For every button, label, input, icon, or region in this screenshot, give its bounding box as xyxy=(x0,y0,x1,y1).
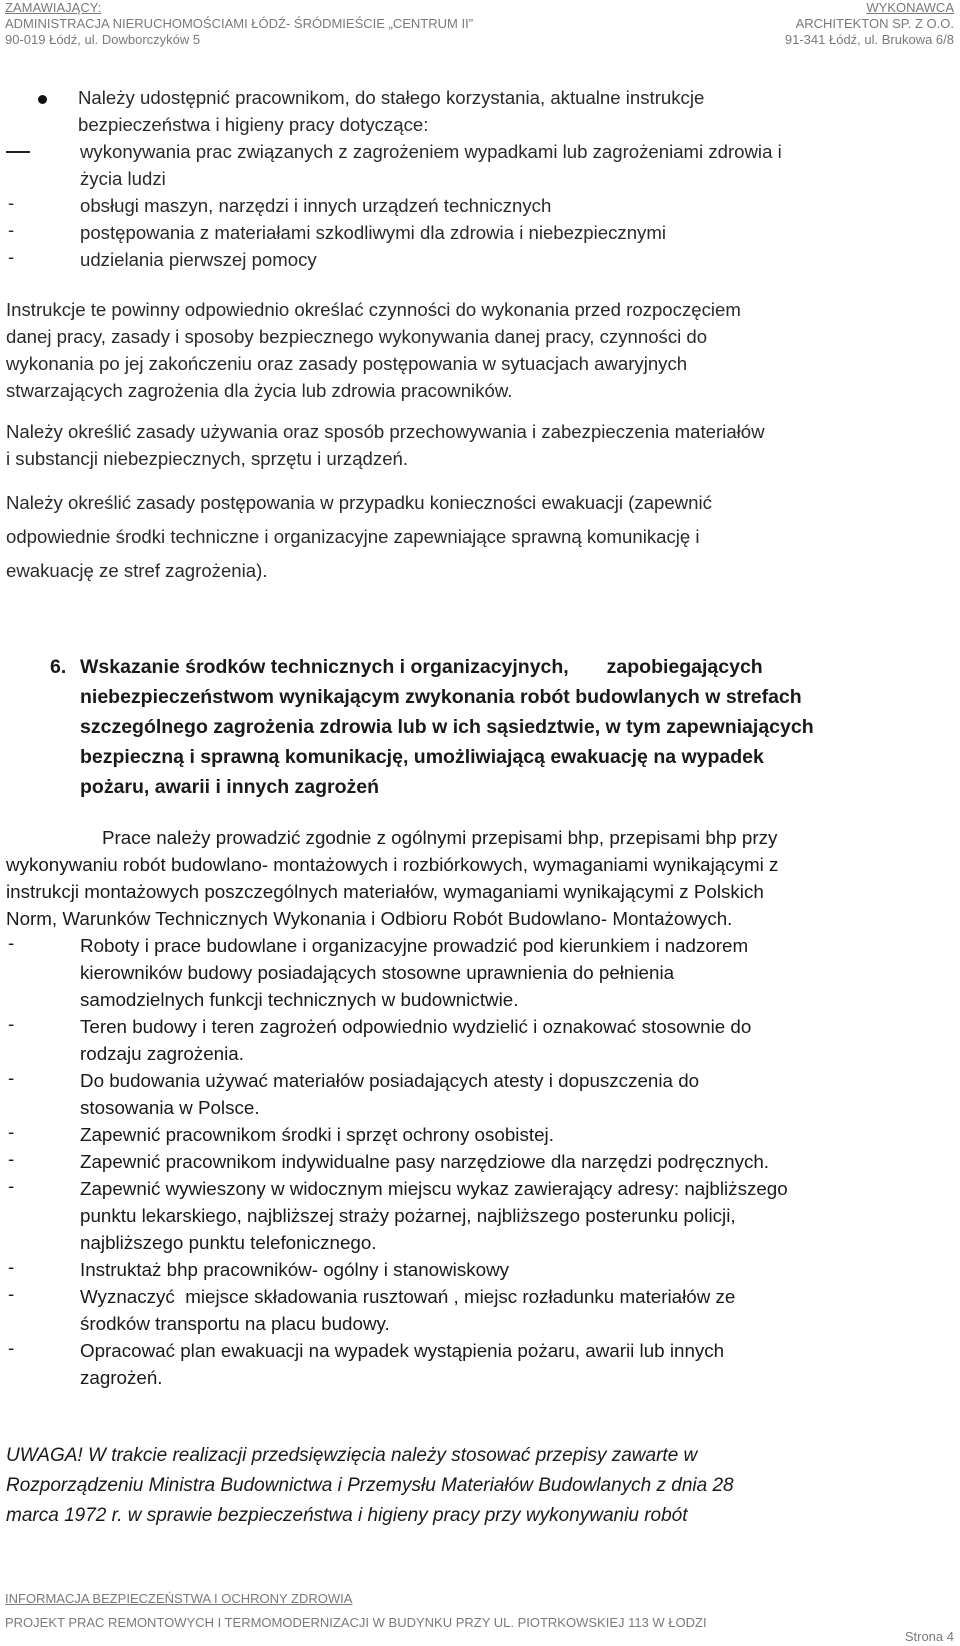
list-item xyxy=(6,1067,952,1121)
list-item xyxy=(6,138,952,192)
instructions-intro xyxy=(6,84,952,138)
list-marker: - xyxy=(8,246,15,267)
client-label: ZAMAWIAJĄCY: xyxy=(5,0,102,15)
list-item-line: wykonywania prac związanych z zagrożeniem wypadkami lub zagrożeniami zdrowia i xyxy=(80,141,782,162)
list-item xyxy=(6,1148,952,1175)
footer-project: PROJEKT PRAC REMONTOWYCH I TERMOMODERNIZACJI W BUDYNKU PRZY UL. PIOTRKOWSKIEJ 113 W ŁODZI xyxy=(5,1615,707,1630)
list-item xyxy=(6,1256,952,1283)
list-item-line: postępowania z materiałami szkodliwymi dla zdrowia i niebezpiecznymi xyxy=(80,222,666,243)
list-item-line: Teren budowy i teren zagrożeń odpowiednio wydzielić i oznakować stosownie do xyxy=(80,1016,752,1037)
list-marker: - xyxy=(8,1067,15,1088)
list-item xyxy=(6,932,952,1013)
contractor-label: WYKONAWCA xyxy=(866,0,954,15)
paragraph xyxy=(6,296,952,404)
page-number: Strona 4 xyxy=(904,1629,954,1644)
intro-line: Należy udostępnić pracownikom, do stałego korzystania, aktualne instrukcje xyxy=(78,87,705,108)
paragraph-line: wykonania po jej zakończeniu oraz zasady postępowania w sytuacjach awaryjnych xyxy=(6,353,688,374)
list-item-line: udzielania pierwszej pomocy xyxy=(80,249,317,270)
list-item-line: stosowania w Polsce. xyxy=(80,1097,260,1118)
section-intro xyxy=(6,824,952,932)
client-name: ADMINISTRACJA NIERUCHOMOŚCIAMI ŁÓDŹ- ŚRÓDMIEŚCIE „CENTRUM II” xyxy=(5,16,474,31)
paragraph-line: Należy określić zasady postępowania w przypadku konieczności ewakuacji (zapewnić xyxy=(6,492,712,513)
client-address: 90-019 Łódź, ul. Dowborczyków 5 xyxy=(5,32,201,47)
page-header xyxy=(5,0,954,48)
heading-line: szczególnego zagrożenia zdrowia lub w ich sąsiedztwie, w tym zapewniających xyxy=(80,716,814,738)
list-item xyxy=(6,1337,952,1391)
list-marker: - xyxy=(8,1337,15,1358)
contractor-name: ARCHITEKTON SP. Z O.O. xyxy=(795,16,954,31)
list-marker xyxy=(6,138,80,192)
document-body xyxy=(6,84,952,1531)
measures-list xyxy=(6,932,952,1391)
list-item-line: obsługi maszyn, narzędzi i innych urządzeń technicznych xyxy=(80,195,552,216)
paragraph-line: i substancji niebezpiecznych, sprzętu i urządzeń. xyxy=(6,448,409,469)
heading-line: bezpieczną i sprawną komunikację, umożliwiającą ewakuację na wypadek xyxy=(80,746,764,768)
list-marker: - xyxy=(8,1148,15,1169)
paragraph-line: Norm, Warunków Technicznych Wykonania i Odbioru Robót Budowlano- Montażowych. xyxy=(6,908,733,929)
intro-line: bezpieczeństwa i higieny pracy dotyczące: xyxy=(78,114,429,135)
list-item xyxy=(6,219,952,246)
list-item-line: rodzaju zagrożenia. xyxy=(80,1043,244,1064)
list-marker: - xyxy=(8,192,15,213)
paragraph xyxy=(6,486,952,588)
paragraph-line: odpowiednie środki techniczne i organizacyjne zapewniające sprawną komunikację i xyxy=(6,526,700,547)
list-item-line: Instruktaż bhp pracowników- ogólny i stanowiskowy xyxy=(80,1259,510,1280)
list-item xyxy=(6,1121,952,1148)
list-marker: - xyxy=(8,1175,15,1196)
heading-line: pożaru, awarii i innych zagrożeń xyxy=(80,776,380,798)
list-marker: - xyxy=(8,219,15,240)
note-line: UWAGA! W trakcie realizacji przedsięwzięcia należy stosować przepisy zawarte w xyxy=(6,1445,698,1466)
list-item-line: Do budowania używać materiałów posiadających atesty i dopuszczenia do xyxy=(80,1070,700,1091)
warning-note xyxy=(6,1441,952,1531)
paragraph-line: ewakuację ze stref zagrożenia). xyxy=(6,560,268,581)
list-item-line: życia ludzi xyxy=(80,168,166,189)
list-item-line: kierowników budowy posiadających stosowne uprawnienia do pełnienia xyxy=(80,962,675,983)
contractor-address: 91-341 Łódź, ul. Brukowa 6/8 xyxy=(784,32,954,47)
footer-title: INFORMACJA BEZPIECZEŃSTWA I OCHRONY ZDROWIA xyxy=(5,1591,353,1606)
note-line: Rozporządzeniu Ministra Budownictwa i Przemysłu Materiałów Budowlanych z dnia 28 xyxy=(6,1475,734,1496)
list-item-line: Roboty i prace budowlane i organizacyjne prowadzić pod kierunkiem i nadzorem xyxy=(80,935,749,956)
list-marker: - xyxy=(8,1013,15,1034)
list-item-line: Zapewnić pracownikom indywidualne pasy narzędziowe dla narzędzi podręcznych. xyxy=(80,1151,770,1172)
page-footer xyxy=(5,1589,954,1644)
list-item-line: punktu lekarskiego, najbliższej straży pożarnej, najbliższego posterunku policji, xyxy=(80,1205,736,1226)
instructions-list xyxy=(6,138,952,273)
list-item xyxy=(6,1175,952,1256)
paragraph-line: Prace należy prowadzić zgodnie z ogólnymi przepisami bhp, przepisami bhp przy xyxy=(102,827,778,848)
list-marker: - xyxy=(8,1121,15,1142)
heading-line: Wskazanie środków technicznych i organizacyjnych, zapobiegających xyxy=(80,656,763,678)
list-marker: - xyxy=(8,1256,15,1277)
paragraph-line: Instrukcje te powinny odpowiednio określać czynności do wykonania przed rozpoczęciem xyxy=(6,299,741,320)
list-item-line: Zapewnić wywieszony w widocznym miejscu wykaz zawierający adresy: najbliższego xyxy=(80,1178,788,1199)
list-marker: - xyxy=(8,1283,15,1304)
list-item-line: najbliższego punktu telefonicznego. xyxy=(80,1232,377,1253)
heading-line: niebezpieczeństwom wynikającym zwykonania robót budowlanych w strefach xyxy=(80,686,802,708)
list-item-line: samodzielnych funkcji technicznych w budownictwie. xyxy=(80,989,519,1010)
list-item-line: środków transportu na placu budowy. xyxy=(80,1313,390,1334)
list-item-line: Zapewnić pracownikom środki i sprzęt ochrony osobistej. xyxy=(80,1124,554,1145)
list-item-line: zagrożeń. xyxy=(80,1367,163,1388)
paragraph xyxy=(6,418,952,472)
list-item-line: Wyznaczyć miejsce składowania rusztowań , miejsc rozładunku materiałów ze xyxy=(80,1286,736,1307)
list-item xyxy=(6,1013,952,1067)
list-item xyxy=(6,192,952,219)
list-item xyxy=(6,1283,952,1337)
paragraph-line: instrukcji montażowych poszczególnych materiałów, wymaganiami wynikającymi z Polskich xyxy=(6,881,764,902)
list-item-line: Opracować plan ewakuacji na wypadek wystąpienia pożaru, awarii lub innych xyxy=(80,1340,725,1361)
paragraph-line: wykonywaniu robót budowlano- montażowych i rozbiórkowych, wymaganiami wynikającymi z xyxy=(6,854,779,875)
paragraph-line: stwarzających zagrożenia dla życia lub zdrowia pracowników. xyxy=(6,380,513,401)
paragraph-line: danej pracy, zasady i sposoby bezpiecznego wykonywania danej pracy, czynności do xyxy=(6,326,708,347)
note-line: marca 1972 r. w sprawie bezpieczeństwa i higieny pracy przy wykonywaniu robót xyxy=(6,1505,688,1526)
paragraph-line: Należy określić zasady używania oraz sposób przechowywania i zabezpieczenia materiałów xyxy=(6,421,765,442)
section-number: 6. xyxy=(50,656,67,678)
list-marker: - xyxy=(8,932,15,953)
list-item xyxy=(6,246,952,273)
section-heading xyxy=(6,652,952,802)
